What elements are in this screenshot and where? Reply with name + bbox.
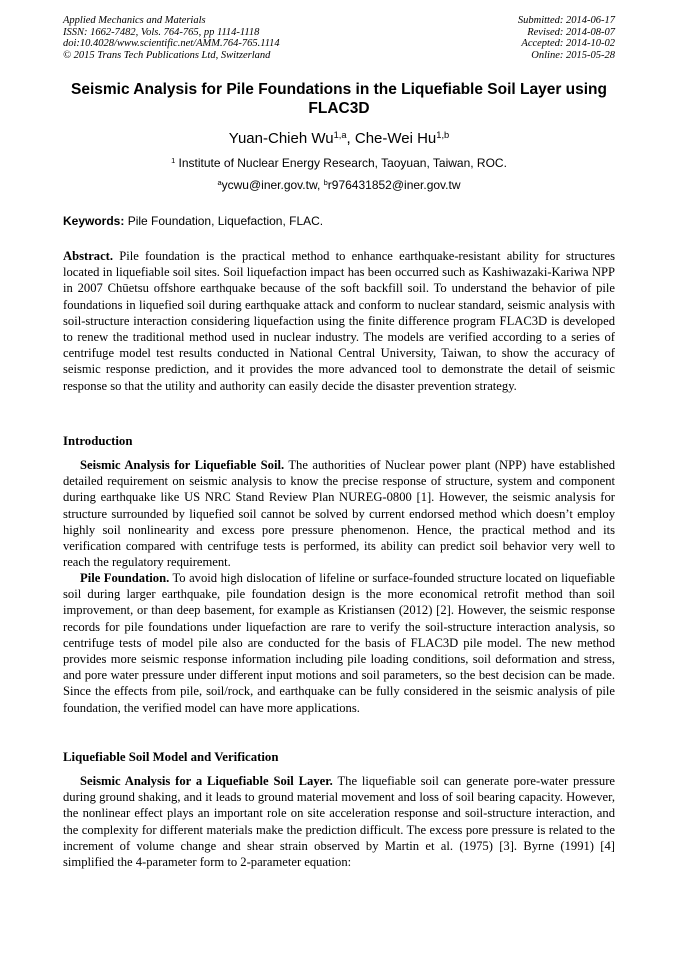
date-accepted: Accepted: 2014-10-02 xyxy=(521,38,615,50)
author-separator: , xyxy=(346,130,355,147)
publication-dates xyxy=(518,15,615,61)
affiliation-text: Institute of Nuclear Energy Research, Taoyuan, Taiwan, ROC. xyxy=(175,156,507,170)
date-submitted: Submitted: 2014-06-17 xyxy=(517,15,615,26)
keywords xyxy=(63,214,615,228)
journal-name: Applied Mechanics and Materials xyxy=(63,15,206,26)
email-b: r976431852@iner.gov.tw xyxy=(327,178,461,192)
author-emails xyxy=(60,178,618,192)
title-line-2: FLAC3D xyxy=(308,99,370,117)
intro-p1-label: Seismic Analysis for Liquefiable Soil. xyxy=(80,458,285,472)
section-heading-liquefiable: Liquefiable Soil Model and Verification xyxy=(63,750,279,764)
abstract xyxy=(63,248,615,394)
author-1-name: Yuan-Chieh Wu xyxy=(228,130,334,147)
email-separator: , xyxy=(316,178,324,192)
keywords-text: Pile Foundation, Liquefaction, FLAC. xyxy=(124,214,324,228)
author-2-name: Che-Wei Hu xyxy=(354,130,437,147)
author-2-sup: 1,b xyxy=(436,129,450,140)
author-list xyxy=(60,130,618,147)
intro-p1-text: The authorities of Nuclear power plant (NPP) have established detailed requirement on seismic analysis to know the precise response of structure, system and component during earthquake like US NRC Stand Review Plan NUREG-0800 [1]. However, the seismic analysis for structure surrounded by liquefied soil cannot be solved by current endorsed method which doesn’t employ highly soil nonlinearity and excess pore pressure phenomenon. Hence, the practical method and its verification compared with centrifuge tests is performed, its ability can predict soil behavior very well to reach the regulatory requirement. xyxy=(63,458,616,570)
journal-info xyxy=(63,15,280,61)
email-a-sup: a xyxy=(217,177,222,187)
affiliation xyxy=(60,156,618,170)
section-heading-introduction: Introduction xyxy=(63,434,133,448)
abstract-text: Pile foundation is the practical method to enhance earthquake-resistant ability for structures located in liquefiable soil sites. Soil liquefaction impact has been occurred such as Kashiwazaki-Kariwa NPP in 2007 Chūetsu offshore earthquake because of the soft backfill soil. To understand the behavior of pile foundations in liquefied soil during earthquake attack and conform to nuclear standard, seismic analysis with soil-structure interaction considering liquefaction using the finite difference program FLAC3D is developed to renew the traditional method used in nuclear industry. The models are verified according to a series of centrifuge model test results conducted in National Central University, Taiwan, to show the accuracy of seismic response prediction, and it provides the more advanced tool to demonstrate the detail of seismic response so that the utility and authority can easily decide the disaster prevention strategy. xyxy=(63,249,615,393)
date-revised: Revised: 2014-08-07 xyxy=(527,26,615,38)
abstract-label: Abstract. xyxy=(63,249,114,263)
keywords-label: Keywords: xyxy=(63,214,125,228)
intro-p2-text: To avoid high dislocation of lifeline or surface-founded structure located on liquefiable soil during larger earthquake, pile foundation design is the more economical retrofit method than soil improvement, or than deep basement, for example as Kristiansen (2012) [2]. However, the seismic response records for pile foundations under liquefaction are rare to verify the soil-structure interaction analysis, so centrifuge tests of model pile also are conducted for the basis of FLAC3D pile model. The new method provides more seismic response information including pile loading conditions, soil deformation and stress, and pore water pressure under different input motions and soil parameters, so the best decision can be made. Since the effects from pile, soil/rock, and earthquake can be fully considered in the seismic analysis of pile foundation, the verified model can have more applications. xyxy=(63,571,615,715)
affiliation-sup: 1 xyxy=(171,155,176,165)
liquefiable-paragraph-1 xyxy=(63,773,615,870)
journal-doi: doi:10.4028/www.scientific.net/AMM.764-765.1114 xyxy=(63,38,280,50)
liquefiable-p1-label: Seismic Analysis for a Liquefiable Soil Layer. xyxy=(80,774,333,788)
email-b-sup: b xyxy=(323,177,328,187)
journal-issn: ISSN: 1662-7482, Vols. 764-765, pp 1114-1118 xyxy=(63,26,260,38)
intro-paragraph-2 xyxy=(63,570,615,716)
journal-copyright: © 2015 Trans Tech Publications Ltd, Switzerland xyxy=(63,49,271,61)
date-online: Online: 2015-05-28 xyxy=(531,49,615,61)
paper-title xyxy=(60,81,618,118)
email-a: ycwu@iner.gov.tw xyxy=(221,178,317,192)
intro-p2-label: Pile Foundation. xyxy=(80,571,170,585)
intro-paragraph-1 xyxy=(63,457,615,570)
liquefiable-p1-text: The liquefiable soil can generate pore-water pressure during ground shaking, and it leads to ground material movement and loss of soil bearing capacity. However, the nonlinear effect plays an important role on site acceleration response and soil-structure interaction, and the complexity for different materials make the prediction difficult. The excess pore pressure is related to the increment of volume change and shear strain observed by Martin et al. (1975) [3]. Byrne (1991) [4] simplified the 4-parameter form to 2-parameter equation: xyxy=(63,774,615,870)
title-line-1: Seismic Analysis for Pile Foundations in the Liquefiable Soil Layer using xyxy=(70,81,607,98)
author-1-sup: 1,a xyxy=(333,129,347,140)
